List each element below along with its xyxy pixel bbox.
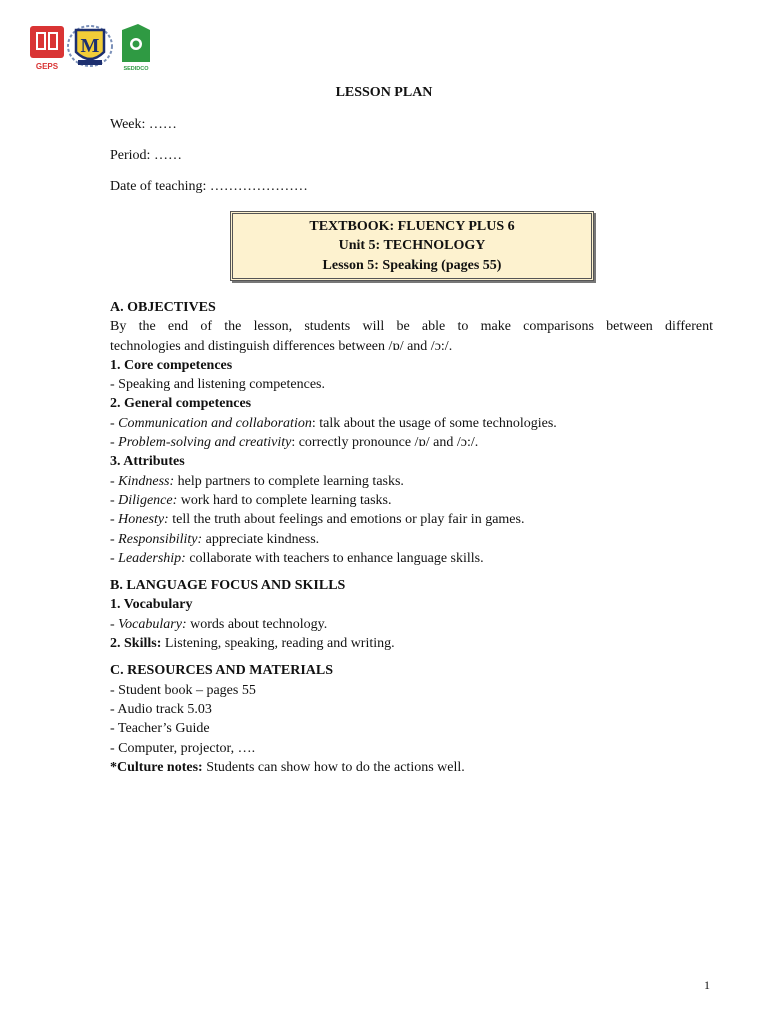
item-label: Responsibility: <box>118 531 203 547</box>
resource-item: - Teacher’s Guide <box>110 721 210 737</box>
item-text: work hard to complete learning tasks. <box>177 492 392 508</box>
culture-notes-text: Students can show how to do the actions well. <box>202 759 465 775</box>
objectives-intro-line-2: technologies and distinguish differences between /ɒ/ and /ɔ:/. <box>110 338 453 354</box>
period-field: Period: …… <box>110 148 182 163</box>
objectives-intro-line-1: By the end of the lesson, students will be able to make comparisons between different <box>110 319 713 335</box>
item-text: help partners to complete learning tasks. <box>174 473 404 489</box>
section-resources-heading: C. RESOURCES AND MATERIALS <box>110 663 334 679</box>
logos-graphic <box>28 22 160 74</box>
attribute-item: - Responsibility: appreciate kindness. <box>110 531 320 547</box>
item-text: Listening, speaking, reading and writing. <box>161 636 395 652</box>
item-label: Communication and collaboration <box>118 415 312 431</box>
item-label: Vocabulary: <box>118 616 187 632</box>
textbook-box <box>230 211 594 281</box>
item-text: collaborate with teachers to enhance language skills. <box>185 550 484 566</box>
core-competences-item: - Speaking and listening competences. <box>110 377 325 393</box>
lesson-content <box>110 298 713 777</box>
resource-item: - Computer, projector, …. <box>110 740 256 756</box>
sedidco-logo <box>122 24 150 72</box>
item-label: Honesty: <box>118 512 169 528</box>
geps-logo <box>30 26 64 71</box>
item-label: Problem-solving and creativity <box>118 435 292 451</box>
item-text: tell the truth about feelings and emotions or play fair in games. <box>168 512 525 528</box>
item-label: Kindness: <box>118 473 175 489</box>
section-objectives-heading: A. OBJECTIVES <box>110 300 216 315</box>
resource-item: - Audio track 5.03 <box>110 701 212 717</box>
attributes-heading: 3. Attributes <box>110 454 185 470</box>
skills-item <box>110 634 713 653</box>
vocabulary-heading: 1. Vocabulary <box>110 597 193 613</box>
resource-item: - Student book – pages 55 <box>110 682 256 698</box>
unit-title: Unit 5: TECHNOLOGY <box>338 238 486 253</box>
general-competence-item: - Problem-solving and creativity: correctly pronounce /ɒ/ and /ɔ:/. <box>110 435 479 451</box>
page-number: 1 <box>704 978 710 992</box>
attribute-item: - Kindness: help partners to complete learning tasks. <box>110 473 404 489</box>
item-text: appreciate kindness. <box>202 531 320 547</box>
vocabulary-item: - Vocabulary: words about technology. <box>110 616 328 632</box>
m-shield-logo <box>68 26 112 66</box>
item-text: words about technology. <box>186 616 328 632</box>
svg-text:M: M <box>80 35 100 57</box>
svg-text:SEDIDCO: SEDIDCO <box>123 66 149 72</box>
item-label: Diligence: <box>118 492 178 508</box>
attribute-item: - Leadership: collaborate with teachers to enhance language skills. <box>110 550 484 566</box>
textbook-title: TEXTBOOK: FLUENCY PLUS 6 <box>309 219 515 234</box>
attribute-item: - Diligence: work hard to complete learning tasks. <box>110 492 392 508</box>
culture-notes-label: *Culture notes: <box>110 759 203 775</box>
culture-notes <box>110 758 713 777</box>
week-field: Week: …… <box>110 117 177 132</box>
core-competences-heading: 1. Core competences <box>110 357 233 373</box>
item-label: 2. Skills: <box>110 636 162 652</box>
section-language-focus-heading: B. LANGUAGE FOCUS AND SKILLS <box>110 578 346 594</box>
item-text: : talk about the usage of some technologies. <box>311 415 557 431</box>
attribute-item: - Honesty: tell the truth about feelings and emotions or play fair in games. <box>110 512 525 528</box>
lesson-title: Lesson 5: Speaking (pages 55) <box>322 258 502 273</box>
svg-text:GEPS: GEPS <box>35 62 59 71</box>
school-logos <box>28 22 160 74</box>
item-text: : correctly pronounce /ɒ/ and /ɔ:/. <box>291 435 479 451</box>
general-competences-heading: 2. General competences <box>110 396 252 412</box>
date-of-teaching-field: Date of teaching: ………………… <box>110 179 308 194</box>
item-label: Leadership: <box>118 550 186 566</box>
page-title: LESSON PLAN <box>335 85 433 100</box>
general-competence-item: - Communication and collaboration: talk about the usage of some technologies. <box>110 415 557 431</box>
